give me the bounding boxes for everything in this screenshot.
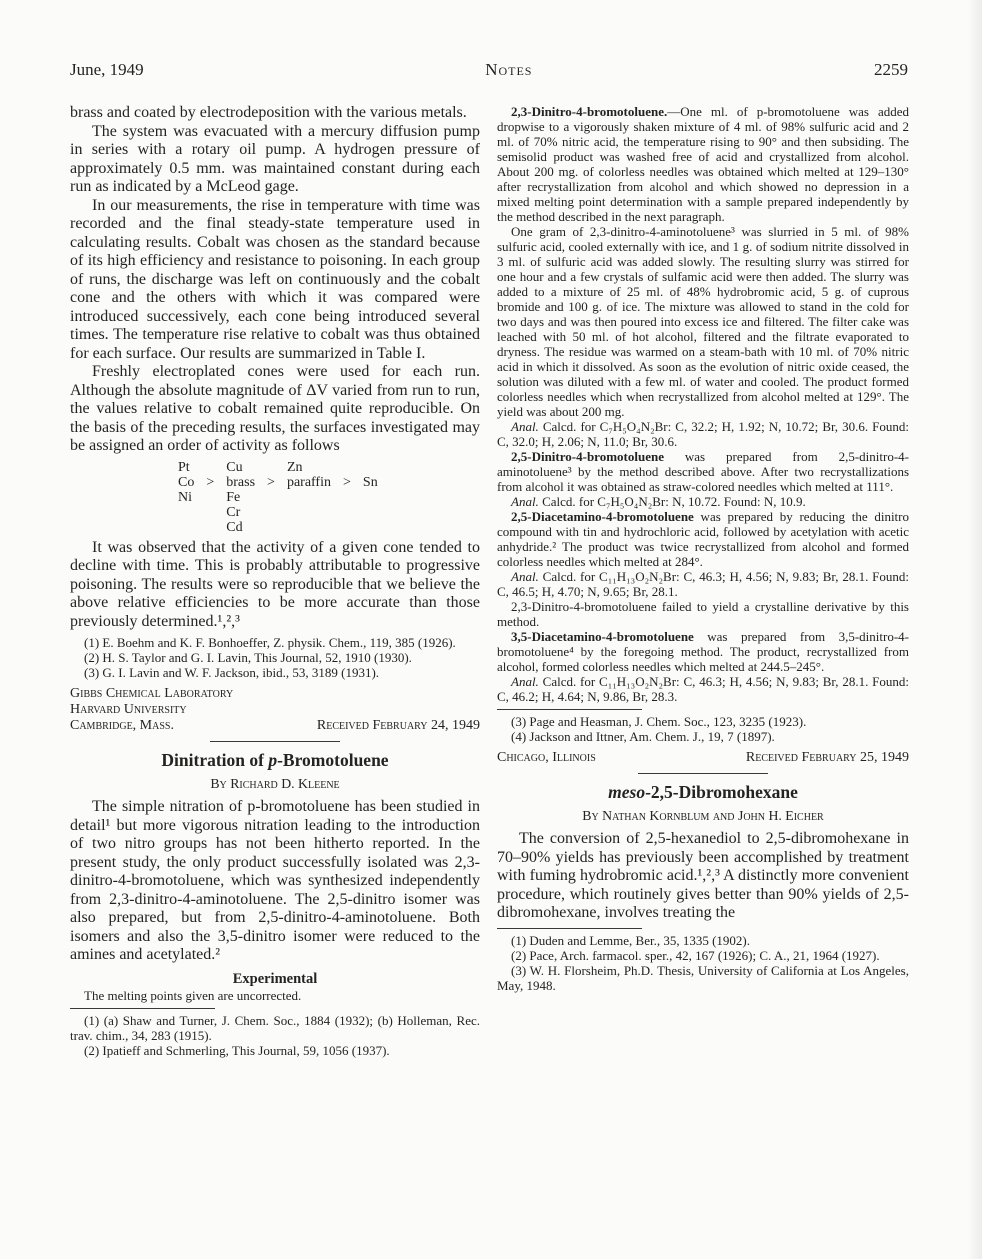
note-title-dinitration	[70, 749, 480, 771]
footnote-1: (1) (a) Shaw and Turner, J. Chem. Soc., 1884 (1932); (b) Holleman, Rec. trav. chim., 34, 283 (1915).	[70, 1012, 480, 1043]
section-title: Notes	[485, 60, 533, 79]
received-date: Received February 24, 1949	[316, 718, 480, 733]
footnote-rule	[497, 709, 642, 710]
left-column	[70, 104, 480, 1058]
footnote-1: (1) Duden and Lemme, Ber., 35, 1335 (1902).	[511, 932, 751, 948]
activity-brass: brass	[226, 474, 256, 490]
footnote-block	[70, 635, 480, 680]
byline-kornblum-eicher: By Nathan Kornblum and John H. Eicher	[582, 808, 824, 823]
footnote-1: (1) E. Boehm and K. F. Bonhoeffer, Z. physik. Chem., 119, 385 (1926).	[84, 635, 456, 650]
anal-label: Anal.	[511, 419, 539, 434]
compound-name-bold: 2,3-Dinitro-4-bromotoluene.	[511, 104, 668, 119]
affiliation-university: Harvard University	[70, 702, 187, 717]
title-text: -2,5-Dibromohexane	[645, 782, 798, 802]
affiliation-block	[70, 686, 480, 734]
paragraph-one-gram: One gram of 2,3-dinitro-4-aminotoluene³ was slurried in 5 ml. of 98% sulfuric acid, cooled externally with ice, and 1 g. of sodium nitrite dissolved in 3 ml. of sulfuric acid was added slowly. The resulting slurry was stirred for one hour and a few crystals of sulfamic acid were then added. The slurry was added to a mixture of 25 ml. of 48% hydrobromic acid, 5 g. of cuprous bromide and 100 g. of ice. The mixture was allowed to stand in the cold for two days and was then poured into excess ice and filtered. The filter cake was leached with 50 ml. of hot alcohol, filtered and the filtrate evaporated to dryness. The residue was warmed on a steam-bath with 10 ml. of 70% nitric acid in which it dissolved. As soon as the evolution of nitric oxide ceased, the solution was diluted with a few ml. of water and cooled. The product formed colorless needles which when recrystallized from alcohol melted at 129°. The yield was about 200 mg.	[497, 224, 909, 419]
activity-paraffin: paraffin	[286, 474, 331, 490]
activity-cr: Cr	[226, 504, 241, 520]
paragraph-continuation: brass and coated by electrodeposition with the various metals.	[70, 104, 467, 121]
paragraph-simple-nitration: The simple nitration of p-bromotoluene has been studied in detail¹ but more vigorous nitration leading to the introduction of two nitro groups has not been hitherto reported. In the present study, the only product successfully isolated was 2,3-dinitro-4-bromotoluene, which was synthesized independently from 2,3-dinitro-4-aminotoluene. The 2,5-dinitro isomer was also prepared, but from 2,5-dinitro-4-aminotoluene. Both isomers and also the 3,5-dinitro isomer were reduced to the amines and acetylated.²	[70, 798, 480, 963]
activity-co: Co	[178, 474, 195, 490]
paragraph-anal-4	[497, 674, 909, 704]
title-italic-p: p	[268, 750, 278, 770]
footnote-2: (2) H. S. Taylor and G. I. Lavin, This Journal, 52, 1910 (1930).	[84, 650, 412, 665]
paragraph-activity-decline: It was observed that the activity of a given cone tended to decline with time. This is probably attributable to progressive poisoning. The results were so reproducible that we believe the above relative efficiencies to be more accurate than those previously determined.¹,²,³	[70, 538, 480, 630]
paragraph-anal-1	[497, 419, 909, 449]
running-head	[70, 60, 908, 80]
paragraph-anal-2	[497, 494, 909, 509]
issue-date: June, 1949	[70, 60, 144, 79]
paragraph-text: Calcd. for C₁₁H₁₃O₂N₂Br: C, 46.3; H, 4.56; N, 9.83; Br, 28.1. Found: C, 46.5; H, 4.70; N, 9.65; Br, 28.1.	[497, 569, 909, 599]
anal-label: Anal.	[511, 674, 539, 689]
paragraph-23-dinitro	[497, 104, 909, 224]
right-column	[497, 104, 909, 993]
footnote-block	[497, 933, 909, 993]
experimental-heading: Experimental	[232, 970, 318, 987]
footnote-rule	[497, 928, 642, 929]
title-italic-meso: meso	[608, 782, 646, 802]
activity-cd: Cd	[226, 519, 243, 535]
paragraph-text: Calcd. for C₁₁H₁₃O₂N₂Br: C, 46.3; H, 4.56; N, 9.83; Br, 28.1. Found: C, 46.2; H, 4.64; N, 9.86, Br, 28.3.	[497, 674, 909, 704]
activity-ni: Ni	[178, 489, 192, 505]
anal-label: Anal.	[511, 569, 539, 584]
affiliation-city: Cambridge, Mass.	[70, 718, 174, 733]
greater-than-sign: >	[206, 474, 215, 490]
footnote-block	[70, 1013, 480, 1058]
received-date: Received February 25, 1949	[745, 750, 909, 765]
section-divider-rule	[210, 741, 340, 742]
paragraph-melting-points: The melting points given are uncorrected.	[84, 987, 302, 1003]
footnote-2: (2) Pace, Arch. farmacol. sper., 42, 167 (1926); C. A., 21, 1964 (1927).	[511, 947, 880, 963]
activity-fe: Fe	[226, 489, 241, 505]
section-divider-rule	[638, 773, 768, 774]
paragraph-conversion-hexanediol: The conversion of 2,5-hexanediol to 2,5-dibromohexane in 70–90% yields has previously been accomplished by treatment with fuming hydrobromic acid.¹,²,³ A distinctly more convenient procedure, which routinely gives better than 90% yields of 2,5-dibromohexane, involves treating the	[497, 830, 909, 921]
paragraph-text: was prepared by reducing the dinitro compound with tin and hydrochloric acid, followed by acetylation with acetic anhydride.² The product was twice recrystallized from alcohol and formed colorless needles which melted at 284°.	[497, 509, 909, 569]
paragraph-text: Calcd. for C₇H₅O₄N₂Br: C, 32.2; H, 1.92; N, 10.72; Br, 30.6. Found: C, 32.0; H, 2.06; N, 11.0; Br, 30.6.	[497, 419, 909, 449]
paragraph-anal-3	[497, 569, 909, 599]
activity-sn: Sn	[362, 474, 378, 490]
paragraph-25-diacetamino	[497, 509, 909, 569]
byline-kleene: By Richard D. Kleene	[210, 776, 340, 791]
anal-label: Anal.	[511, 494, 539, 509]
note-title-dibromohexane	[497, 781, 909, 803]
footnote-3: (3) W. H. Florsheim, Ph.D. Thesis, University of California at Los Angeles, May, 1948.	[497, 962, 909, 993]
page-number: 2259	[874, 60, 908, 79]
location-received-row	[497, 750, 909, 766]
paragraph-freshly-electroplated: Freshly electroplated cones were used for each run. Although the absolute magnitude of ΔV varied from run to run, the values relative to cobalt remained quite reproducible. On the basis of the preceding results, the surfaces investigated may be assigned an order of activity as follows	[70, 363, 480, 454]
paragraph-measurements: In our measurements, the rise in temperature with time was recorded and the final steady-state temperature used in calculating results. Cobalt was chosen as the standard because of its high efficiency and resistance to poisoning. In each group of runs, the discharge was left on continuously and the cobalt cone and the others with which it was compared were introduced successively, each cone being introduced several times. The temperature rise relative to cobalt was thus obtained for each surface. Our results are summarized in Table I.	[70, 196, 480, 362]
footnote-4: (4) Jackson and Ittner, Am. Chem. J., 19, 7 (1897).	[511, 729, 775, 744]
location-city: Chicago, Illinois	[497, 750, 596, 765]
footnote-rule	[70, 1008, 215, 1009]
paragraph-system-evacuated: The system was evacuated with a mercury diffusion pump in series with a rotary oil pump. A hydrogen pressure of approximately 0.5 mm. was maintained constant during each run as indicated by a McLeod gage.	[70, 122, 480, 195]
affiliation-lab: Gibbs Chemical Laboratory	[70, 686, 234, 701]
paragraph-text: Calcd. for C₇H₅O₄N₂Br: N, 10.72. Found: N, 10.9.	[538, 494, 806, 509]
compound-name-bold: 2,5-Diacetamino-4-bromotoluene	[511, 509, 694, 524]
footnote-3: (3) G. I. Lavin and W. F. Jackson, ibid., 53, 3189 (1931).	[84, 665, 380, 680]
paragraph-text: was prepared from 3,5-dinitro-4-bromotoluene⁴ by the foregoing method. The product, recrystallized from alcohol, formed colorless needles which melted at 244.5–245°.	[497, 629, 909, 674]
paragraph-25-dinitro	[497, 449, 909, 494]
paragraph-text: —One ml. of p-bromotoluene was added dropwise to a vigorously shaken mixture of 4 ml. of 98% sulfuric acid and 2 ml. of 70% nitric acid, the temperature rising to 90° and then subsiding. The semisolid product was washed free of acid and crystallized from alcohol. About 200 mg. of colorless needles was obtained which melted at 129–130° after recrystallization from alcohol and which showed no depression in a mixed melting point determination with a sample prepared independently by the method described in the next paragraph.	[497, 104, 909, 224]
activity-pt: Pt	[178, 459, 190, 475]
compound-name-bold: 3,5-Diacetamino-4-bromotoluene	[511, 629, 694, 644]
activity-cu: Cu	[226, 459, 243, 475]
greater-than-sign: >	[267, 474, 275, 490]
footnote-block	[497, 714, 909, 744]
footnote-3: (3) Page and Heasman, J. Chem. Soc., 123, 3235 (1923).	[511, 714, 807, 729]
activity-series-diagram	[178, 460, 378, 535]
footnote-2: (2) Ipatieff and Schmerling, This Journal, 59, 1056 (1937).	[84, 1042, 390, 1058]
greater-than-sign: >	[343, 474, 351, 490]
scan-edge-artifact	[968, 0, 982, 1259]
paragraph-35-diacetamino	[497, 629, 909, 674]
paragraph-text: was prepared from 2,5-dinitro-4-aminotoluene³ by the method described above. After two recrystallizations from alcohol it was obtained as straw-colored needles which melted at 111°.	[497, 449, 909, 494]
title-text: Dinitration of	[161, 750, 269, 770]
compound-name-bold: 2,5-Dinitro-4-bromotoluene	[511, 449, 664, 464]
title-text: -Bromotoluene	[277, 750, 389, 770]
activity-zn: Zn	[286, 459, 303, 475]
paragraph-failed-crystalline: 2,3-Dinitro-4-bromotoluene failed to yield a crystalline derivative by this method.	[497, 599, 909, 629]
